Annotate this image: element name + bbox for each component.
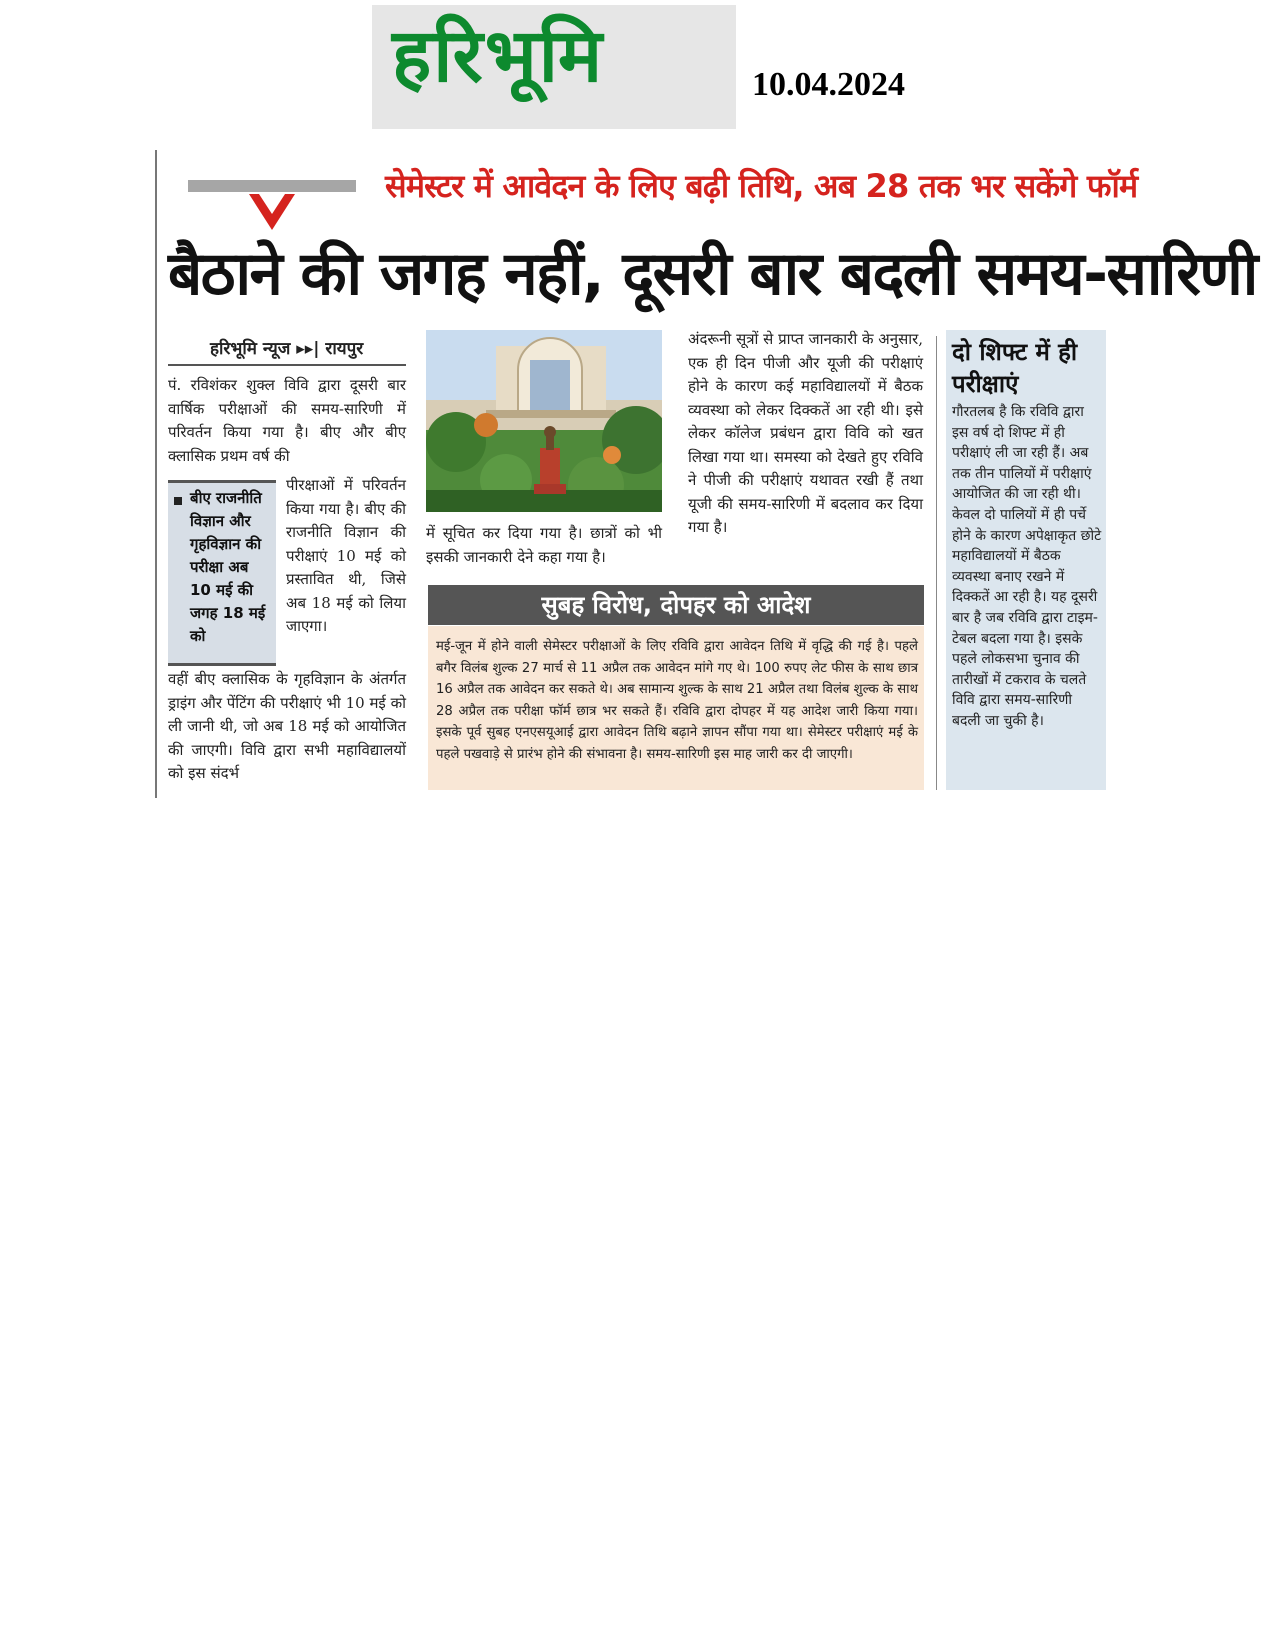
- article-kicker: सेमेस्टर में आवेदन के लिए बढ़ी तिथि, अब 28 तक भर सकेंगे फॉर्म: [385, 167, 1138, 205]
- pullquote-box: [168, 480, 276, 666]
- newspaper-masthead: [372, 5, 736, 129]
- article-column-3: अंदरूनी सूत्रों से प्राप्त जानकारी के अनुसार, एक ही दिन पीजी और यूजी की परीक्षाएं होने के कारण कई महाविद्यालयों में बैठक व्यवस्था को लेकर दिक्कतें आ रही थी। इसे लेकर कॉलेज प्रबंधन द्वारा विवि को खत लिखा गया था। समस्या को देखते हुए रविवि ने पीजी की परीक्षाएं यथावत रखी हैं तथा यूजी की समय-सारिणी में बदलाव कर दिया गया है।: [688, 330, 923, 536]
- article-column-1-side: पीरक्षाओं में परिवर्तन किया गया है। बीए की राजनीति विज्ञान की परीक्षाएं 10 मई को प्रस्तावित थी, जिसे अब 18 मई को लिया जाएगा।: [286, 476, 406, 635]
- bullet-icon: [174, 497, 182, 505]
- sidebar-text: गौरतलब है कि रविवि द्वारा इस वर्ष दो शिफ्ट में ही परीक्षाएं ली जा रही हैं। अब तक तीन पालियों में परीक्षाएं आयोजित की जा रही थी। केवल दो पालियों में ही पर्चे होने के कारण अपेक्षाकृत छोटे महाविद्यालयों में बैठक व्यवस्था बनाए रखने में दिक्कतें आ रही है। यह दूसरी बार है जब रविवि द्वारा टाइम-टेबल बदला गया है। इसके पहले लोकसभा चुनाव की तारीखों में टकराव के चलते विवि द्वारा समय-सारिणी बदली जा चुकी है।: [952, 404, 1102, 729]
- highlight-box-text: मई-जून में होने वाली सेमेस्टर परीक्षाओं के लिए रविवि द्वारा आवेदन तिथि में वृद्धि की गई है। पहले बगैर विलंब शुल्क 27 मार्च से 11 अप्रैल तक आवेदन मांगे गए थे। 100 रुपए लेट फीस के साथ छात्र 16 अप्रैल तक आवेदन कर सकते थे। अब सामान्य शुल्क के साथ 21 अप्रैल तथा विलंब शुल्क के साथ 28 अप्रैल तक परीक्षा फॉर्म छात्र भर सकते हैं। रविवि द्वारा दोपहर में यह आदेश जारी किया गया। इसके पूर्व सुबह एनएसयूआई द्वारा आवेदन तिथि बढ़ाने ज्ञापन सौंपा गया था। सेमेस्टर परीक्षाएं मई के पहले पखवाड़े से प्रारंभ होने की संभावना है। समय-सारिणी इस माह जारी कर दी जाएगी।: [436, 639, 918, 762]
- article-byline: हरिभूमि न्यूज ▸▸| रायपुर: [210, 339, 364, 359]
- byline-divider: [168, 364, 406, 366]
- building-image: [426, 330, 662, 512]
- highlight-box: [428, 626, 924, 790]
- clipping-left-border: [155, 150, 157, 798]
- article-headline: बैठाने की जगह नहीं, दूसरी बार बदली समय-सारिणी: [168, 239, 1257, 309]
- column-divider: [936, 336, 937, 790]
- newspaper-logo: हरिभूमि: [392, 13, 605, 99]
- chevron-down-icon: [247, 192, 297, 232]
- sidebar-title: दो शिफ्ट में ही परीक्षाएं: [952, 338, 1078, 398]
- pullquote-text: बीए राजनीति विज्ञान और गृहविज्ञान की परीक्षा अब 10 मई की जगह 18 मई को: [190, 489, 266, 645]
- sidebar-box: [946, 330, 1106, 790]
- university-building-photo: [426, 330, 662, 512]
- publication-date: 10.04.2024: [752, 66, 905, 103]
- article-column-1-intro: पं. रविशंकर शुक्ल विवि द्वारा दूसरी बार वार्षिक परीक्षाओं की समय-सारिणी में परिवर्तन किया गया है। बीए और बीए क्लासिक प्रथम वर्ष की: [168, 376, 406, 465]
- box-subheading: सुबह विरोध, दोपहर को आदेश: [428, 585, 924, 625]
- article-column-2: में सूचित कर दिया गया है। छात्रों को भी इसकी जानकारी देने कहा गया है।: [426, 524, 662, 566]
- section-bar: [188, 180, 356, 192]
- article-column-1-rest: वहीं बीए क्लासिक के गृहविज्ञान के अंतर्गत ड्राइंग और पेंटिंग की परीक्षाएं भी 10 मई को ली जानी थी, जो अब 18 मई को आयोजित की जाएगी। विवि द्वारा सभी महाविद्यालयों को इस संदर्भ: [168, 670, 406, 782]
